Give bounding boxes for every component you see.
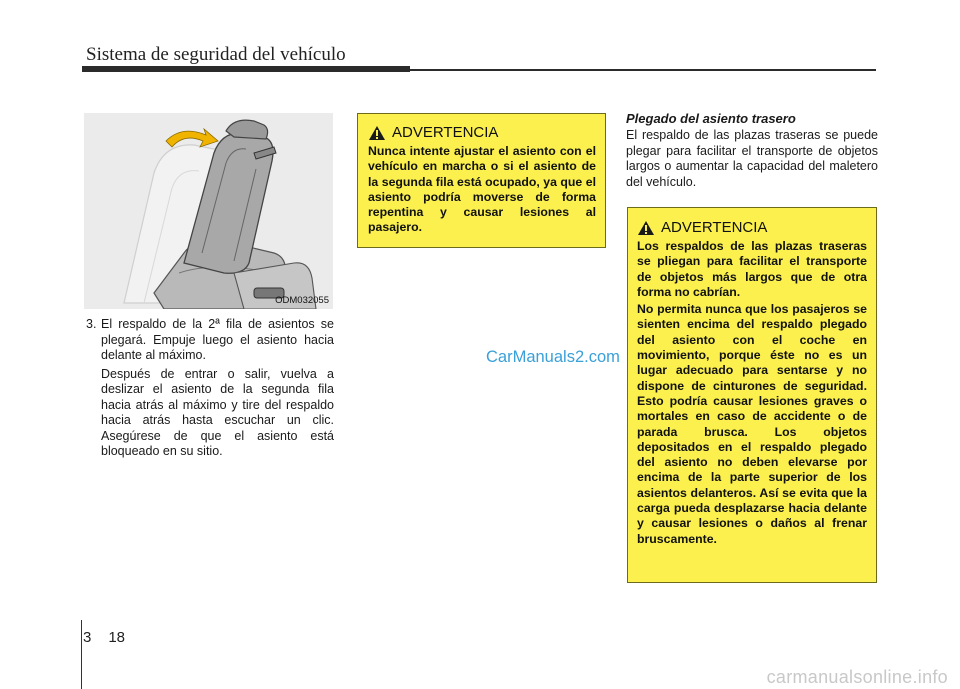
seat-illustration — [84, 113, 333, 309]
warning-box-folded-seatback — [627, 207, 877, 583]
warning-title: ADVERTENCIA — [392, 124, 499, 141]
header-rule-thin — [410, 69, 876, 71]
page-number-divider — [81, 620, 82, 689]
step-3-paragraph-1: El respaldo de la 2ª fila de asientos se plegará. Empuje luego el asiento hacia delante al máximo. — [101, 317, 334, 362]
header-rule-thick — [82, 66, 410, 72]
figure-code: ODM032055 — [275, 295, 329, 306]
warning-text: Nunca intente ajustar el asiento con el vehículo en marcha o si el asiento de la segunda fila está ocupado, ya que el asiento podría moverse de forma repentina y causar lesiones al pasajero. — [368, 144, 596, 235]
section-title: Plegado del asiento trasero — [626, 111, 796, 126]
chapter-number: 3 — [83, 629, 92, 646]
page-header-title: Sistema de seguridad del vehículo — [86, 44, 346, 65]
watermark-link[interactable]: CarManuals2.com — [486, 348, 620, 366]
warning-paragraph-2: No permita nunca que los pasajeros se sienten encima del respaldo plegado del asiento con el coche en movimiento, porque éste no es un lugar adecuado para sentarse y no dispone de cinturones de seguridad. Esto podría causar lesiones graves o mortales en caso de accidente o de parada brusca. Los objetos depositados en el respaldo plegado del asiento no deben elevarse por encima de la parte superior de los asientos delanteros. Así se evita que la carga pueda desplazarse hacia delante y causar lesiones o daños al frenar bruscamente. — [637, 302, 867, 546]
seat-drawing — [84, 113, 333, 309]
step-3-paragraph-2: Después de entrar o salir, vuelva a deslizar el asiento de la segunda fila hacia atrás al máximo y tire del respaldo hacia atrás hasta escuchar un clic. Asegúrese de que el asiento está bloqueado en su sitio. — [101, 366, 334, 458]
step-number: 3. — [86, 317, 97, 331]
warning-title: ADVERTENCIA — [661, 219, 768, 236]
section-text: El respaldo de las plazas traseras se puede plegar para facilitar el transporte de objetos largos o aumentar la capacidad del maletero del vehículo. — [626, 128, 878, 189]
warning-header — [637, 219, 867, 236]
warning-box-seat-adjust — [357, 113, 606, 248]
warning-header — [368, 124, 596, 141]
step-3 — [86, 317, 334, 463]
warning-triangle-icon — [368, 125, 386, 141]
warning-paragraph-1: Los respaldos de las plazas traseras se pliegan para facilitar el transporte de objetos más largos que de otra forma no cabrían. — [637, 239, 867, 299]
fold-direction-arrow — [166, 129, 218, 147]
page-number-value: 18 — [108, 629, 126, 646]
page-number — [83, 629, 125, 646]
footer-watermark: carmanualsonline.info — [766, 667, 948, 687]
warning-triangle-icon — [637, 220, 655, 236]
